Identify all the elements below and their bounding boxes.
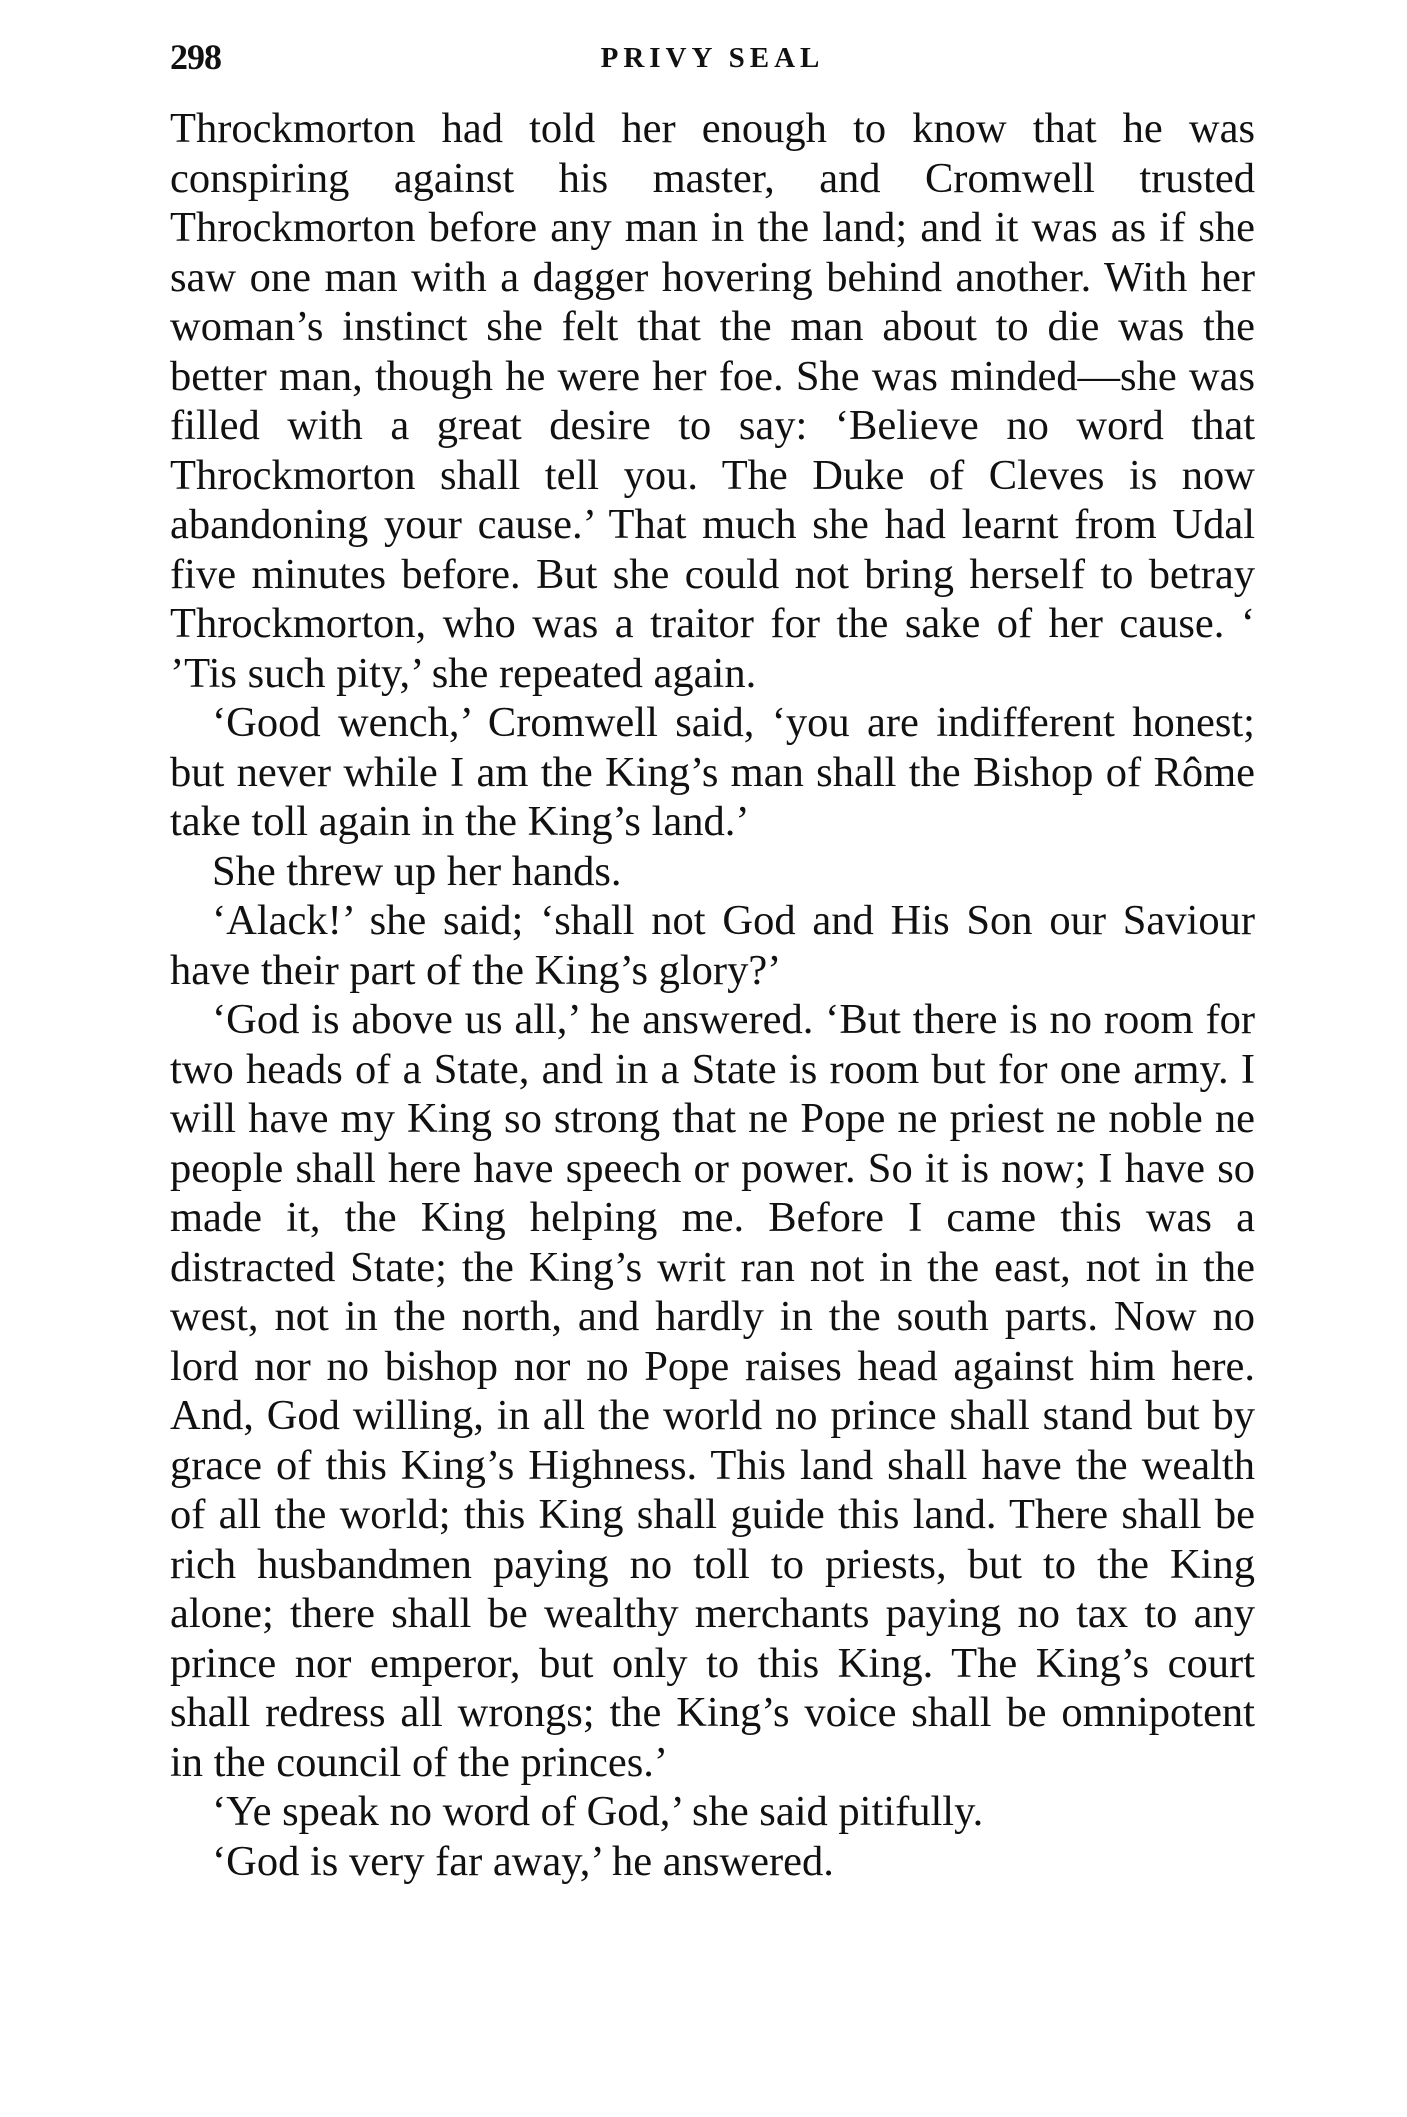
paragraph: ‘Good wench,’ Cromwell said, ‘you are indifferent honest; but never while I am the King’s man shall the Bishop of Rôme take toll again in the King’s land.’ (170, 699, 1255, 845)
running-head: PRIVY SEAL (600, 42, 825, 74)
paragraph-continued: Throckmorton had told her enough to know that he was conspiring against his master, and Cromwell trusted Throckmorton before any man in the land; and it was as if she saw one man with a dagger hovering behind another. With her woman’s instinct she felt that the man about to die was the better man, though he were her foe. She was minded—she was filled with a great desire to say: ‘Believe no word that Throckmorton shall tell you. The Duke of Cleves is now abandoning your cause.’ That much she had learnt from Udal five minutes before. But she could not bring herself to betray Throckmorton, who was a traitor for the sake of her cause. ‘ ’Tis such pity,’ she repeated again. (170, 105, 1255, 697)
paragraph: She threw up her hands. (212, 847, 622, 895)
body-text (170, 104, 1255, 1886)
paragraph: ‘Alack!’ she said; ‘shall not God and His Son our Saviour have their part of the King’s glory?’ (170, 897, 1255, 994)
page-header (170, 36, 1255, 86)
paragraph: ‘God is above us all,’ he answered. ‘But there is no room for two heads of a State, and in a State is room but for one army. I will have my King so strong that ne Pope ne priest ne noble ne people shall here have speech or power. So it is now; I have so made it, the King helping me. Before I came this was a distracted State; the King’s writ ran not in the east, not in the west, not in the north, and hardly in the south parts. Now no lord nor no bishop nor no Pope raises head against him here. And, God willing, in all the world no prince shall stand but by grace of this King’s Highness. This land shall have the wealth of all the world; this King shall guide this land. There shall be rich husbandmen paying no toll to priests, but to the King alone; there shall be wealthy merchants paying no tax to any prince nor emperor, but only to this King. The King’s court shall redress all wrongs; the King’s voice shall be omnipotent in the council of the princes.’ (170, 996, 1255, 1786)
page-number: 298 (170, 37, 221, 77)
paragraph: ‘Ye speak no word of God,’ she said pitifully. (212, 1788, 984, 1835)
paragraph: ‘God is very far away,’ he answered. (212, 1837, 834, 1885)
